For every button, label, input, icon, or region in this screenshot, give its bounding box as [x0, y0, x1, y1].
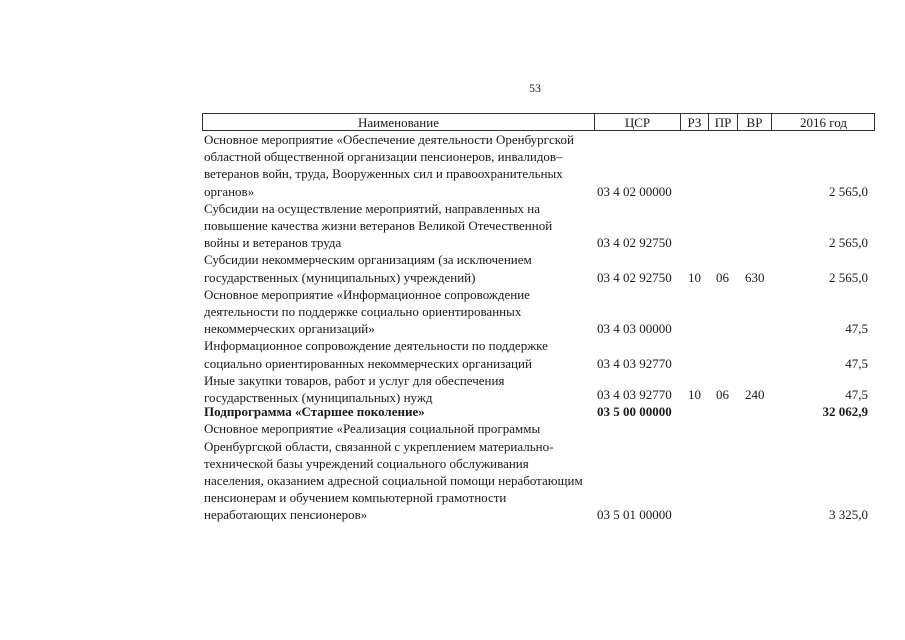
table-header [202, 113, 875, 131]
header-year: 2016 год [800, 115, 847, 130]
row-name: Основное мероприятие «Информационное сопровождение деятельности по поддержке социально ориентированных некоммерческих организаций» [204, 286, 530, 337]
row-sum: 47,5 [845, 355, 868, 371]
row-rz: 10 [688, 386, 701, 402]
row-vr: 240 [745, 386, 765, 402]
row-name: Информационное сопровождение деятельности по поддержке социально ориентированных некоммерческих организаций [204, 338, 548, 371]
row-sum: 2 565,0 [829, 269, 868, 285]
row-csr: 03 4 02 92750 [597, 235, 672, 251]
row-sum: 2 565,0 [829, 235, 868, 251]
row-name: Подпрограмма «Старшее поколение» [204, 404, 425, 419]
row-pr: 06 [716, 269, 729, 285]
row-csr: 03 4 03 00000 [597, 321, 672, 337]
row-rz: 10 [688, 269, 701, 285]
row-name: Субсидии на осуществление мероприятий, направленных на повышение качества жизни ветеранов Великой Отечественной войны и ветеранов труда [204, 200, 553, 251]
row-sum: 3 325,0 [829, 507, 868, 523]
page-number: 53 [529, 81, 541, 95]
row-csr: 03 4 03 92770 [597, 355, 672, 371]
row-name: Основное мероприятие «Обеспечение деятельности Оренбургской областной общественной организации пенсионеров, инвалидов– ветеранов войн, труда, Вооруженных сил и правоохранительных органов» [204, 132, 574, 199]
row-sum: 2 565,0 [829, 183, 868, 199]
row-csr: 03 4 03 92770 [597, 386, 672, 402]
row-sum: 47,5 [845, 321, 868, 337]
row-sum: 47,5 [845, 386, 868, 402]
header-vr: ВР [746, 115, 763, 130]
header-rz: РЗ [687, 115, 702, 130]
header-pr: ПР [714, 115, 732, 130]
row-csr: 03 5 00 00000 [597, 404, 672, 419]
row-csr: 03 4 02 00000 [597, 183, 672, 199]
row-name: Иные закупки товаров, работ и услуг для обеспечения государственных (муниципальных) нужд [204, 372, 505, 405]
header-name: Наименование [358, 115, 439, 130]
row-sum: 32 062,9 [822, 404, 868, 419]
header-csr: ЦСР [624, 115, 651, 130]
row-csr: 03 5 01 00000 [597, 507, 672, 523]
row-csr: 03 4 02 92750 [597, 269, 672, 285]
row-name: Основное мероприятие «Реализация социальной программы Оренбургской области, связанной с укреплением материально- технической базы учреждений социального обслуживания населения, оказанием адресной социальной помощи неработающим пенсионерам и обучением компьютерной грамотности неработающих пенсионеров» [204, 421, 583, 523]
row-name: Субсидии некоммерческим организациям (за исключением государственных (муниципальных) учреждений) [204, 252, 532, 285]
row-vr: 630 [745, 269, 765, 285]
row-pr: 06 [716, 386, 729, 402]
